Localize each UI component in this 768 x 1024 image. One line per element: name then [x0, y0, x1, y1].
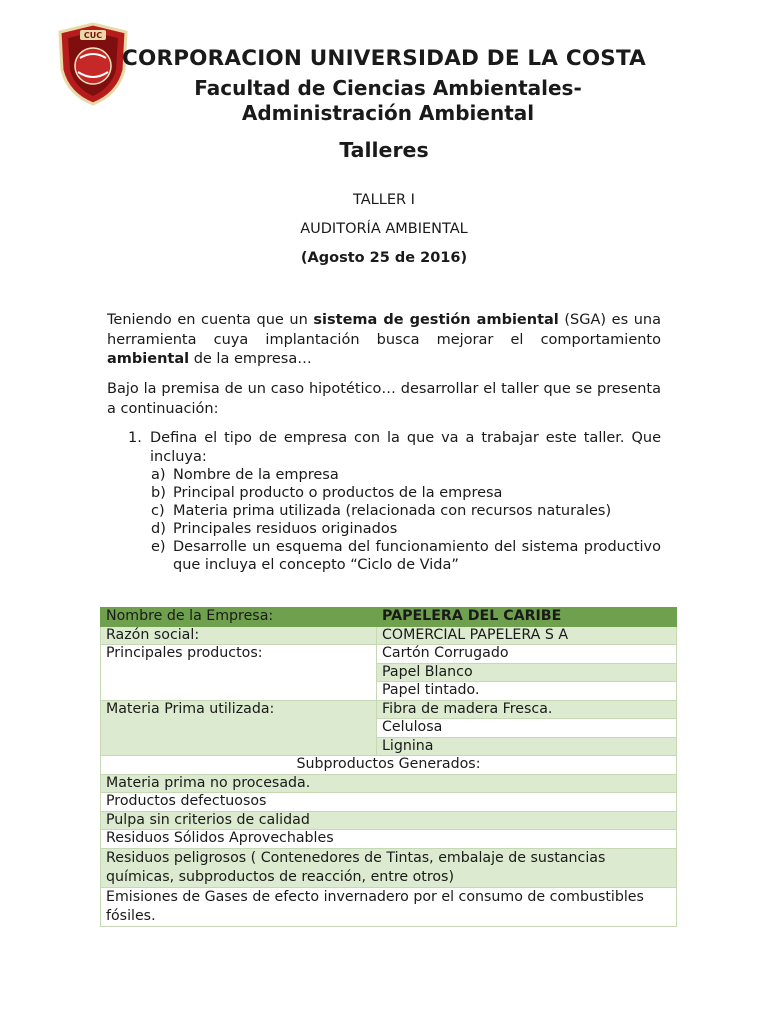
list-item-text: Defina el tipo de empresa con la que va a trabajar este taller. Que incluya: — [150, 430, 661, 465]
subproducto-cell: Emisiones de Gases de efecto invernadero por el consumo de combustibles fósiles. — [101, 887, 677, 926]
company-table — [100, 607, 677, 927]
sub-list-item: b) Principal producto o productos de la empresa — [151, 485, 503, 501]
table-row — [101, 811, 677, 830]
table-row — [101, 848, 677, 887]
materia-cell: Fibra de madera Fresca. — [377, 700, 677, 719]
razon-label: Razón social: — [101, 626, 377, 645]
sub-list-item: a) Nombre de la empresa — [151, 467, 339, 483]
empresa-label: Nombre de la Empresa: — [101, 608, 377, 627]
subproducto-cell: Productos defectuosos — [101, 793, 677, 812]
list-item — [128, 429, 661, 466]
productos-label: Principales productos: — [101, 645, 377, 701]
subproducto-cell: Materia prima no procesada. — [101, 774, 677, 793]
numbered-list — [128, 429, 661, 466]
table-row — [101, 645, 677, 664]
sub-list-item: c) Materia prima utilizada (relacionada con recursos naturales) — [151, 503, 612, 519]
table-row — [101, 626, 677, 645]
producto-cell: Cartón Corrugado — [377, 645, 677, 664]
razon-value: COMERCIAL PAPELERA S A — [377, 626, 677, 645]
intro-paragraph: Teniendo en cuenta que un sistema de gestión ambiental (SGA) es una herramienta cuya implantación busca mejorar el comportamiento ambiental de la empresa… — [107, 312, 661, 367]
producto-cell: Papel Blanco — [377, 663, 677, 682]
subproducto-cell: Pulpa sin criterios de calidad — [101, 811, 677, 830]
sub-list — [151, 466, 661, 574]
faculty-line-2: Administración Ambiental — [241, 101, 535, 125]
table-row — [101, 608, 677, 627]
subproducto-cell: Residuos Sólidos Aprovechables — [101, 830, 677, 849]
list-number: 1. — [128, 430, 142, 446]
subproductos-header: Subproductos Generados: — [101, 756, 677, 775]
table-row — [101, 756, 677, 775]
taller-date: (Agosto 25 de 2016) — [300, 250, 468, 266]
producto-cell: Papel tintado. — [377, 682, 677, 701]
table-row — [101, 793, 677, 812]
sub-list-item: d) Principales residuos originados — [151, 521, 398, 537]
taller-topic: AUDITORÍA AMBIENTAL — [300, 221, 468, 237]
subproducto-cell: Residuos peligrosos ( Contenedores de Tintas, embalaje de sustancias químicas, subproductos de reacción, entre otros) — [101, 848, 677, 887]
university-title: CORPORACION UNIVERSIDAD DE LA COSTA — [121, 46, 647, 71]
premise-paragraph: Bajo la premisa de un caso hipotético… desarrollar el taller que se presenta a continuación: — [107, 381, 661, 417]
table-row — [101, 887, 677, 926]
faculty-line-1: Facultad de Ciencias Ambientales- — [194, 76, 582, 100]
empresa-value: PAPELERA DEL CARIBE — [377, 608, 677, 627]
sub-list-item: e) Desarrolle un esquema del funcionamiento del sistema productivo que incluya el concepto “Ciclo de Vida” — [151, 539, 661, 573]
materia-cell: Celulosa — [377, 719, 677, 738]
materia-label: Materia Prima utilizada: — [101, 700, 377, 756]
table-row — [101, 774, 677, 793]
svg-text:CUC: CUC — [83, 31, 103, 40]
section-title: Talleres — [339, 138, 429, 162]
table-row — [101, 700, 677, 719]
taller-number: TALLER I — [353, 192, 415, 208]
materia-cell: Lignina — [377, 737, 677, 756]
table-row — [101, 830, 677, 849]
